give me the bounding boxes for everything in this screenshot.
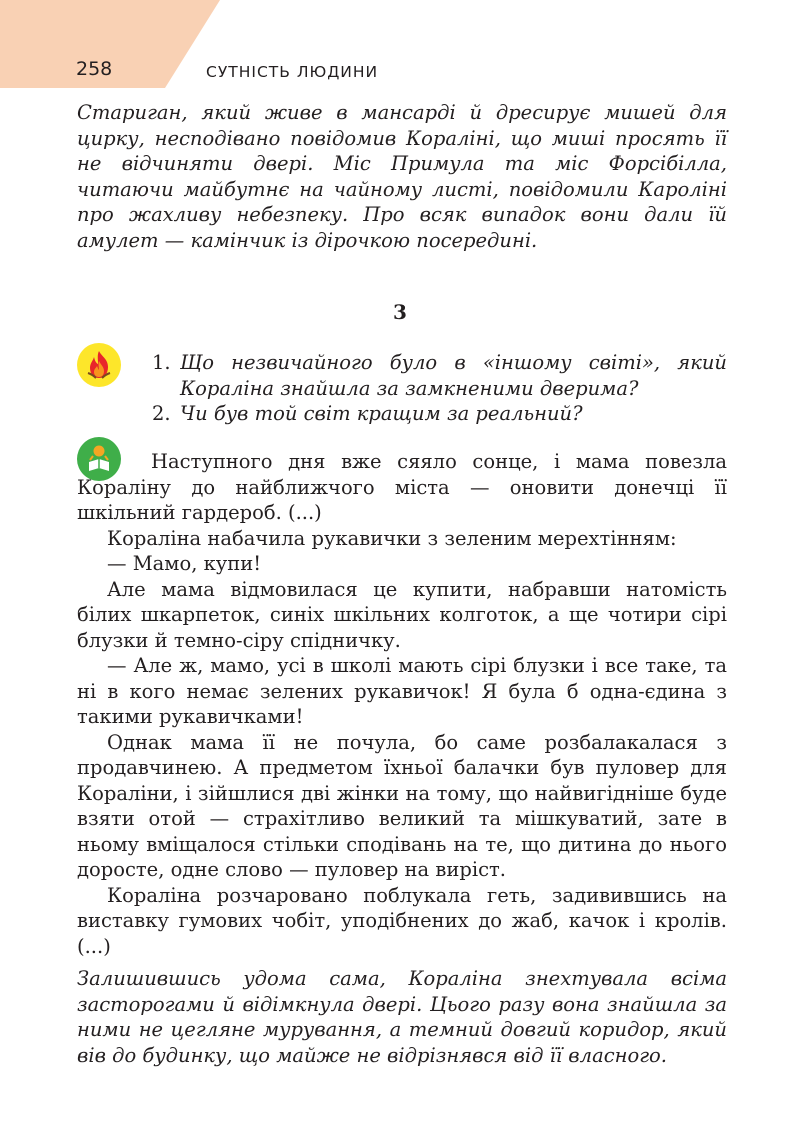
running-title: СУТНІСТЬ ЛЮДИНИ bbox=[206, 63, 379, 81]
paragraph: Але мама відмовилася це купити, набравши натомість білих шкарпеток, синіх шкільних колготок, а ще чотири сірі блузки й темно-сіру спідничку. bbox=[77, 577, 727, 652]
paragraph: Однак мама її не почула, бо саме розбалакалася з продавчинею. А предметом їхньої балачки був пуловер для Кораліни, і зійшлися дві жінки на тому, що найвигідніше буде взяти отой — страхітливо великий та мішкуватий, зате в ньому вміщалося стільки сподівань на те, що дитина до нього доросте, одне слово — пуловер на виріст. bbox=[77, 730, 727, 881]
question-number: 2. bbox=[152, 402, 171, 425]
paragraph: — Мамо, купи! bbox=[107, 552, 262, 575]
page-number: 258 bbox=[76, 58, 113, 80]
paragraph: Кораліна розчаровано поблукала геть, задивившись на виставку гумових чобіт, уподібнених до жаб, качок і кролів. (...) bbox=[77, 883, 727, 958]
paragraph: Кораліна набачила рукавички з зеленим мерехтінням: bbox=[107, 526, 677, 550]
fire-icon bbox=[77, 343, 121, 387]
questions-list bbox=[152, 350, 727, 427]
chapter-number: 3 bbox=[393, 300, 407, 324]
outro-summary: Залишившись удома сама, Кораліна знехтувала всіма засторогами й відімкнула двері. Цього разу вона знайшла за ними не цегляне мурування, а темний довгий коридор, який вів до будинку, що майже не відрізнявся від її власного. bbox=[77, 967, 727, 1067]
intro-summary: Стариган, який живе в мансарді й дресирує мишей для цирку, несподівано повідомив Кораліні, що миші просять її не відчиняти двері. Міс Примула та міс Форсібілла, читаючи майбутнє на чайному листі, повідомили Кароліні про жахливу небезпеку. Про всяк випадок вони дали їй амулет — камінчик із дірочкою посередині. bbox=[77, 101, 727, 252]
story-excerpt bbox=[77, 449, 727, 959]
paragraph: Наступного дня вже сяяло сонце, і мама повезла Кораліну до найближчого міста — оновити донечці її шкільний гардероб. (...) bbox=[77, 450, 727, 524]
paragraph: — Але ж, мамо, усі в школі мають сірі блузки і все таке, та ні в кого немає зелених рукавичок! Я була б одна-єдина з такими рукавичками! bbox=[77, 654, 727, 728]
question-item bbox=[152, 350, 727, 401]
question-number: 1. bbox=[152, 351, 171, 374]
question-text: Що незвичайного було в «іншому світі», який Кораліна знайшла за замкненими дверима? bbox=[180, 351, 727, 400]
question-item bbox=[152, 401, 727, 427]
question-text: Чи був той світ кращим за реальний? bbox=[180, 402, 583, 425]
